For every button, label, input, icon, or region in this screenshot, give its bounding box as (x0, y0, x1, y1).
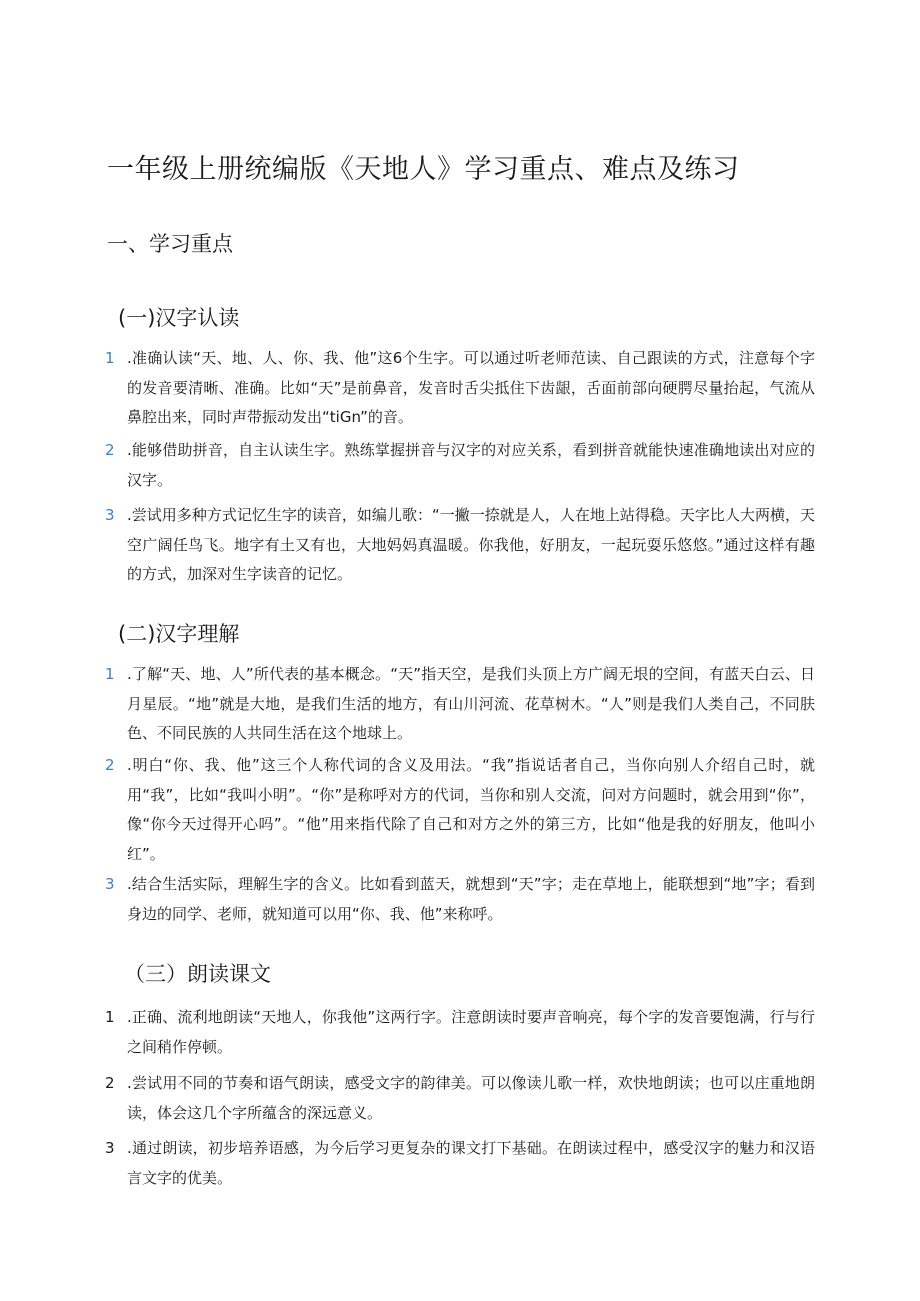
list-item-text: .尝试用多种方式记忆生字的读音，如编儿歌：“一撇一捺就是人，人在地上站得稳。天字比人大两横，天空广阔任鸟飞。地字有土又有也，大地妈妈真温暖。你我他，好朋友，一起玩耍乐悠悠。”通过这样有趣的方式，加深对生字读音的记忆。 (127, 506, 815, 583)
list-item (105, 1003, 815, 1062)
list-item-text: .正确、流利地朗读“天地人，你我他”这两行字。注意朗读时要声音响亮，每个字的发音要饱满，行与行之间稍作停顿。 (127, 1008, 815, 1056)
document-title: 一年级上册统编版《天地人》学习重点、难点及练习 (107, 154, 740, 185)
list-number: 1 (105, 665, 115, 683)
list-number: 2 (105, 756, 115, 774)
section-heading-key-points: 一、学习重点 (107, 232, 233, 256)
list-item-text: .了解“天、地、人”所代表的基本概念。“天”指天空，是我们头顶上方广阔无垠的空间，有蓝天白云、日月星辰。“地”就是大地，是我们生活的地方，有山川河流、花草树木。“人”则是我们人类自己，不同肤色、不同民族的人共同生活在这个地球上。 (127, 665, 815, 742)
list-item (105, 344, 815, 433)
list-number: 2 (105, 441, 115, 459)
list-item (105, 870, 815, 929)
list-item (105, 660, 815, 749)
list-number: 3 (105, 506, 115, 524)
list-item-text: .明白“你、我、他”这三个人称代词的含义及用法。“我”指说话者自己，当你向别人介绍自己时，就用“我”，比如“我叫小明”。“你”是称呼对方的代词，当你和别人交流，问对方问题时，就会用到“你”，像“你今天过得开心吗”。“他”用来指代除了自己和对方之外的第三方，比如“他是我的好朋友，他叫小红”。 (127, 756, 815, 863)
list-item-text: .通过朗读，初步培养语感，为今后学习更复杂的课文打下基础。在朗读过程中，感受汉字的魅力和汉语言文字的优美。 (127, 1139, 815, 1187)
list-item-text: .结合生活实际，理解生字的含义。比如看到蓝天，就想到“天”字；走在草地上，能联想到“地”字；看到身边的同学、老师，就知道可以用“你、我、他”来称呼。 (127, 875, 815, 923)
list-number: 2 (105, 1074, 115, 1092)
list-item (105, 436, 815, 495)
list-number: 1 (105, 1008, 115, 1026)
list-number: 3 (105, 875, 115, 893)
subsection-heading-character-understanding: (二)汉字理解 (118, 622, 240, 646)
list-item-text: .能够借助拼音，自主认读生字。熟练掌握拼音与汉字的对应关系，看到拼音就能快速准确地读出对应的汉字。 (127, 441, 815, 489)
list-item (105, 751, 815, 869)
list-number: 3 (105, 1139, 115, 1157)
subsection-heading-reading-aloud: （三）朗读课文 (124, 962, 271, 986)
list-item-text: .准确认读“天、地、人、你、我、他”这6个生字。可以通过听老师范读、自己跟读的方式，注意每个字的发音要清晰、准确。比如“天”是前鼻音，发音时舌尖抵住下齿龈，舌面前部向硬腭尽量抬起，气流从鼻腔出来，同时声带振动发出“tiGn”的音。 (127, 349, 815, 426)
list-number: 1 (105, 349, 115, 367)
list-item (105, 1134, 815, 1193)
subsection-heading-character-reading: (一)汉字认读 (118, 306, 240, 330)
list-item-text: .尝试用不同的节奏和语气朗读，感受文字的韵律美。可以像读儿歌一样，欢快地朗读；也可以庄重地朗读，体会这几个字所蕴含的深远意义。 (127, 1074, 815, 1122)
list-item (105, 1069, 815, 1128)
list-item (105, 501, 815, 590)
